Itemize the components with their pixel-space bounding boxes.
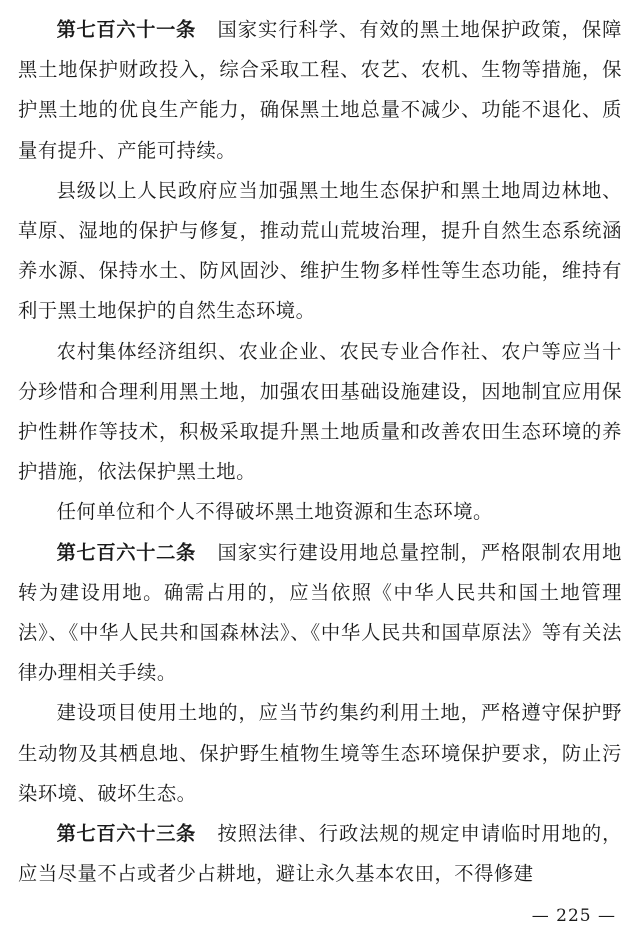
article-761-clause-3: [18, 332, 622, 493]
article-761-clause-2-text: 县级以上人民政府应当加强黑土地生态保护和黑土地周边林地、草原、湿地的保护与修复，推动荒山荒坡治理，提升自然生态系统涵养水源、保持水土、防风固沙、维护生物多样性等生态功能，维持有利于黑土地保护的自然生态环境。: [18, 178, 622, 323]
article-761-paragraph: [18, 10, 622, 171]
article-762-clause-2: [18, 693, 622, 814]
article-761-clause-2: [18, 171, 622, 332]
article-761-clause-4-text: 任何单位和个人不得破坏黑土地资源和生态环境。: [56, 500, 493, 524]
article-761-text: 国家实行科学、有效的黑土地保护政策，保障黑土地保护财政投入，综合采取工程、农艺、农机、生物等措施，保护黑土地的优良生产能力，确保黑土地总量不减少、功能不退化、质量有提升、产能可持续。: [18, 18, 623, 162]
article-763-paragraph: [18, 814, 622, 894]
article-762-paragraph: [18, 533, 622, 694]
page-number: — 225 —: [531, 906, 616, 926]
article-762-clause-2-text: 建设项目使用土地的，应当节约集约利用土地，严格遵守保护野生动物及其栖息地、保护野生植物生境等生态环境保护要求，防止污染环境、破坏生态。: [18, 701, 622, 805]
article-761-clause-3-text: 农村集体经济组织、农业企业、农民专业合作社、农户等应当十分珍惜和合理利用黑土地，加强农田基础设施建设，因地制宜应用保护性耕作等技术，积极采取提升黑土地质量和改善农田生态环境的养护措施，依法保护黑土地。: [18, 339, 622, 484]
article-763-label: 第七百六十三条: [56, 822, 196, 846]
article-762-text: 国家实行建设用地总量控制，严格限制农用地转为建设用地。确需占用的，应当依照《中华人民共和国土地管理法》、《中华人民共和国森林法》、《中华人民共和国草原法》等有关法律办理相关手续。: [18, 540, 623, 685]
article-763-text: 按照法律、行政法规的规定申请临时用地的，应当尽量不占或者少占耕地，避让永久基本农田，不得修建: [18, 822, 623, 886]
document-page: [18, 10, 622, 894]
article-761-clause-4: [18, 492, 622, 532]
article-761-label: 第七百六十一条: [56, 18, 196, 41]
article-762-label: 第七百六十二条: [56, 540, 196, 564]
